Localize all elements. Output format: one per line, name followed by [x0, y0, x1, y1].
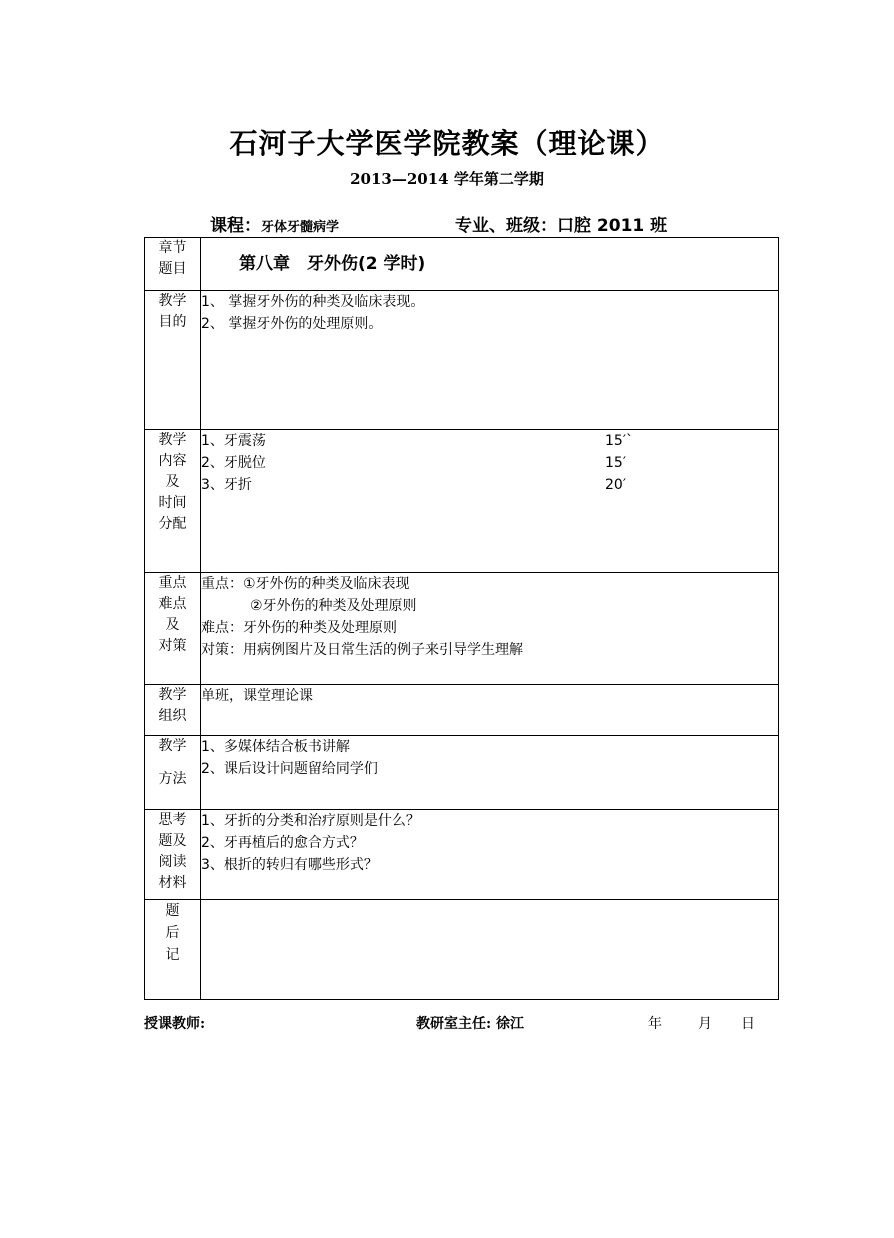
content-item-time: 15′	[605, 455, 626, 471]
objectives-label	[145, 291, 201, 430]
content-item-text: 1、牙震荡	[201, 433, 266, 449]
teacher-label: 授课教师:	[144, 1016, 206, 1032]
lesson-plan-table	[144, 237, 779, 1000]
label-line: 及	[165, 474, 180, 490]
organization-label	[145, 685, 201, 736]
questions-cell	[201, 810, 779, 900]
table-row-chapter	[145, 238, 779, 291]
chapter-title: 第八章 牙外伤(2 学时)	[239, 253, 426, 274]
label-line: 教学	[158, 687, 187, 703]
content-item	[201, 452, 778, 474]
objective-item: 1、 掌握牙外伤的种类及临床表现。	[201, 294, 425, 310]
difficulty-line: 难点：牙外伤的种类及处理原则	[201, 620, 397, 636]
month-label: 月	[698, 1016, 712, 1032]
label-line: 阅读	[158, 854, 187, 870]
methods-cell	[201, 736, 779, 810]
major-field	[455, 211, 667, 236]
director: 教研室主任: 徐江	[416, 1016, 525, 1032]
label-line: 及	[165, 617, 180, 633]
label-line: 时间	[158, 495, 187, 511]
label-line: 材料	[158, 875, 187, 891]
content-item-time: 20′	[605, 477, 626, 493]
key-point-line: 重点：①牙外伤的种类及临床表现	[201, 576, 410, 592]
organization-cell	[201, 685, 779, 736]
content-item-text: 3、牙折	[201, 477, 252, 493]
table-row-content	[145, 430, 779, 573]
course-field	[210, 211, 339, 236]
day-label: 日	[741, 1016, 755, 1032]
question-item: 1、牙折的分类和治疗原则是什么？	[201, 813, 420, 829]
table-row-organization	[145, 685, 779, 736]
content-label	[145, 430, 201, 573]
label-line: 后	[165, 925, 180, 941]
postscript-cell	[201, 900, 779, 1000]
label-line: 记	[165, 947, 180, 963]
content-item-text: 2、牙脱位	[201, 455, 266, 471]
key-point-line: ②牙外伤的种类及处理原则	[250, 598, 417, 614]
key-points-cell	[201, 573, 779, 685]
objectives-cell	[201, 291, 779, 430]
content-item	[201, 474, 778, 496]
content-cell	[201, 430, 779, 573]
questions-label	[145, 810, 201, 900]
label-line: 章节	[158, 240, 187, 256]
table-row-key-points	[145, 573, 779, 685]
label-line: 分配	[158, 516, 187, 532]
chapter-label	[145, 238, 201, 291]
label-line: 教学	[158, 738, 187, 754]
label-line: 题	[165, 903, 180, 919]
label-line: 内容	[158, 453, 187, 469]
question-item: 3、根折的转归有哪些形式？	[201, 857, 378, 873]
table-row-methods	[145, 736, 779, 810]
label-line: 教学	[158, 432, 187, 448]
question-item: 2、牙再植后的愈合方式？	[201, 835, 364, 851]
organization-value: 单班，课堂理论课	[201, 688, 313, 704]
label-line: 对策	[158, 638, 187, 654]
label-line: 题目	[158, 261, 187, 277]
table-row-questions	[145, 810, 779, 900]
label-line: 重点	[158, 575, 187, 591]
table-row-postscript	[145, 900, 779, 1000]
key-points-label	[145, 573, 201, 685]
objective-item: 2、 掌握牙外伤的处理原则。	[201, 316, 383, 332]
methods-label	[145, 736, 201, 810]
course-label: 课程：	[210, 216, 261, 236]
major-label: 专业、班级：	[455, 216, 557, 236]
label-line: 目的	[158, 314, 187, 330]
chapter-value-cell	[201, 238, 779, 291]
label-line: 题及	[158, 833, 187, 849]
strategy-line: 对策：用病例图片及日常生活的例子来引导学生理解	[201, 642, 523, 658]
document-title: 石河子大学医学院教案（理论课）	[229, 127, 665, 160]
major-value: 口腔 2011 班	[557, 216, 668, 236]
content-item	[201, 430, 778, 452]
semester: 2013—2014 学年第二学期	[350, 170, 544, 188]
label-line: 思考	[158, 812, 187, 828]
table-row-objectives	[145, 291, 779, 430]
postscript-label	[145, 900, 201, 1000]
content-item-time: 15′`	[605, 433, 633, 449]
label-line: 组织	[158, 708, 187, 724]
course-name: 牙体牙髓病学	[261, 220, 340, 235]
method-item: 1、多媒体结合板书讲解	[201, 739, 350, 755]
label-line: 教学	[158, 293, 187, 309]
year-label: 年	[648, 1016, 662, 1032]
label-line: 难点	[158, 596, 187, 612]
label-line: 方法	[158, 771, 187, 787]
method-item: 2、课后设计问题留给同学们	[201, 761, 378, 777]
